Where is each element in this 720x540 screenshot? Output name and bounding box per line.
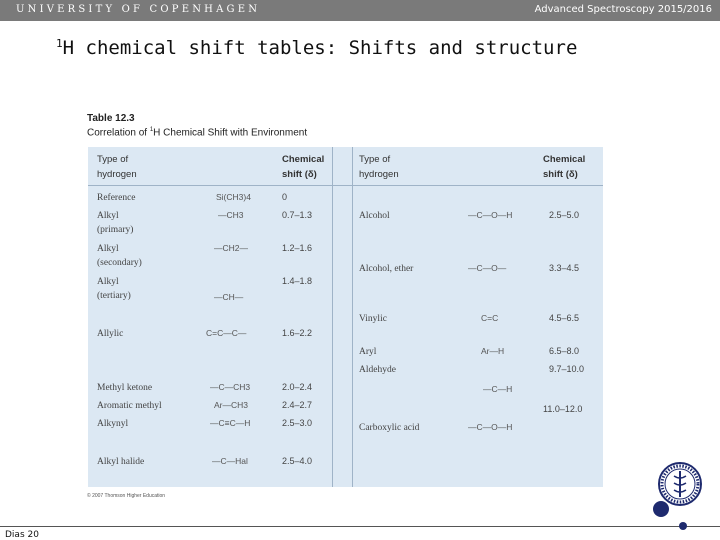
row-type: Carboxylic acid: [359, 423, 420, 433]
column-divider: [352, 147, 353, 487]
row-structure: —C≡C—H: [210, 418, 251, 428]
top-bar: [0, 0, 720, 21]
header-divider: [88, 185, 603, 186]
course-title: Advanced Spectroscopy 2015/2016: [534, 4, 712, 15]
row-shift: 1.2–1.6: [282, 243, 313, 253]
subtitle-sup: 1: [149, 127, 154, 133]
logo-dot-large: [653, 501, 669, 517]
row-structure: —C—H: [483, 384, 513, 394]
header-shift-right: Chemical shift (δ): [543, 154, 586, 180]
row-shift: 1.4–1.8: [282, 276, 313, 286]
subtitle-post: H Chemical Shift with Environment: [153, 127, 308, 139]
title-text: H chemical shift tables: Shifts and structure: [62, 37, 578, 59]
slide-title: [56, 37, 577, 59]
row-type: Allylic: [97, 329, 124, 339]
column-divider: [332, 147, 333, 487]
copyright-note: © 2007 Thomson Higher Education: [87, 493, 166, 499]
header-shift-left: Chemical shift (δ): [282, 154, 325, 180]
row-structure: C=C—C—: [206, 328, 247, 338]
header-type-left: Type of hydrogen: [97, 154, 137, 180]
row-shift: 2.5–4.0: [282, 456, 313, 466]
row-structure: C=C: [481, 313, 499, 323]
row-structure: Ar—H: [481, 346, 505, 356]
row-structure: —C—Hal: [212, 456, 248, 466]
row-shift: 2.5–5.0: [549, 210, 580, 220]
row-shift: 6.5–8.0: [549, 346, 580, 356]
row-shift: 9.7–10.0: [549, 364, 585, 374]
row-structure: —CH3: [218, 210, 244, 220]
row-shift: 11.0–12.0: [543, 404, 583, 414]
row-type: Alkyl halide: [97, 457, 145, 467]
table-body: [88, 147, 603, 487]
shift-table-figure: [85, 110, 603, 502]
row-structure: —C—O—H: [468, 422, 513, 432]
footer-line: [0, 526, 720, 527]
table-caption: Table 12.3: [87, 113, 135, 124]
row-shift: 2.4–2.7: [282, 400, 313, 410]
row-structure: —C—CH3: [210, 382, 251, 392]
row-structure: —C—O—H: [468, 210, 513, 220]
slide-number: Dias 20: [5, 530, 39, 540]
row-shift: 0: [282, 192, 288, 202]
title-superscript: 1: [56, 37, 63, 50]
row-type-sub: (tertiary): [97, 291, 131, 301]
logo-dot-small: [679, 522, 687, 530]
row-structure: —CH2—: [214, 243, 249, 253]
row-type: Aromatic methyl: [97, 401, 162, 411]
row-type: Alkyl: [97, 211, 119, 221]
row-type: Alcohol: [359, 211, 390, 221]
row-structure: Si(CH3)4: [216, 192, 251, 202]
row-type: Methyl ketone: [97, 383, 153, 393]
row-type: Aldehyde: [359, 365, 396, 375]
row-shift: 2.0–2.4: [282, 382, 313, 392]
row-type: Alkynyl: [97, 419, 129, 429]
row-shift: 3.3–4.5: [549, 263, 580, 273]
row-shift: 1.6–2.2: [282, 328, 313, 338]
row-type-sub: (secondary): [97, 258, 142, 268]
row-shift: 0.7–1.3: [282, 210, 313, 220]
row-type: Vinylic: [359, 314, 387, 324]
row-type: Alkyl: [97, 244, 119, 254]
subtitle-pre: Correlation of: [87, 127, 150, 139]
university-name: UNIVERSITY OF COPENHAGEN: [16, 4, 261, 15]
row-type: Alcohol, ether: [359, 264, 414, 274]
header-type-right: Type of hydrogen: [359, 154, 399, 180]
row-structure: Ar—CH3: [214, 400, 249, 410]
row-shift: 2.5–3.0: [282, 418, 313, 428]
table-subtitle: [87, 127, 307, 138]
row-type: Aryl: [359, 347, 377, 357]
row-type: Alkyl: [97, 277, 119, 287]
row-type-sub: (primary): [97, 225, 134, 235]
row-structure: —CH—: [214, 292, 244, 302]
row-type: Reference: [97, 193, 136, 203]
row-structure: —C—O—: [468, 263, 507, 273]
university-seal-icon: [657, 461, 703, 507]
row-shift: 4.5–6.5: [549, 313, 580, 323]
